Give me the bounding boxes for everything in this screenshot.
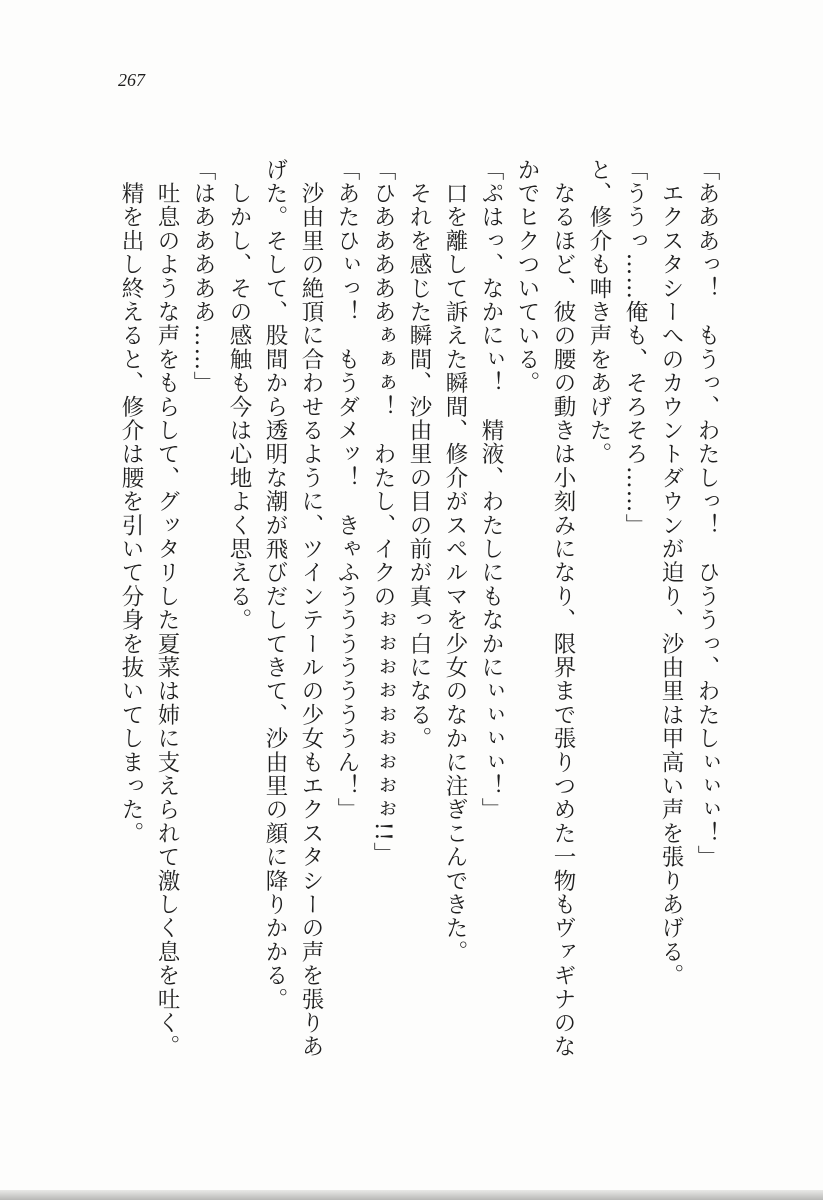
text-line: 「はあああああ……」 bbox=[190, 158, 216, 395]
text-line: 「ううっ……俺も、そろそろ……」 bbox=[622, 158, 648, 538]
text-line: 沙由里の絶頂に合わせるように、ツインテールの少女もエクスタシーの声を張りあ bbox=[298, 158, 324, 1059]
text-line: げた。そして、股間から透明な潮が飛びだしてきて、沙由里の顔に降りかかる。 bbox=[262, 158, 288, 1012]
text-line: 口を離して訴えた瞬間、修介がスペルマを少女のなかに注ぎこんできた。 bbox=[442, 158, 468, 964]
text-line: なるほど、彼の腰の動きは小刻みになり、限界まで張りつめた一物もヴァギナのな bbox=[550, 158, 576, 1059]
page-number: 267 bbox=[118, 70, 145, 90]
text-line: それを感じた瞬間、沙由里の目の前が真っ白になる。 bbox=[406, 158, 432, 751]
text-line: しかし、その感触も今は心地よく思える。 bbox=[226, 158, 252, 632]
text-line: エクスタシーへのカウントダウンが迫り、沙由里は甲高い声を張りあげる。 bbox=[658, 158, 684, 988]
text-line: 「ひあああああぁぁぁ！ わたし、イクのぉぉぉぉぉぉぉぉぉ!!」 bbox=[370, 158, 396, 866]
text-line: 「あああっ！ もうっ、わたしっ！ ひううっ、わたしぃぃぃ！」 bbox=[694, 158, 720, 869]
text-line: 精を出し終えると、修介は腰を引いて分身を抜いてしまった。 bbox=[118, 158, 144, 846]
page-bottom-edge bbox=[0, 1190, 823, 1200]
text-line: 吐息のような声をもらして、グッタリした夏菜は姉に支えられて激しく息を吐く。 bbox=[154, 158, 180, 1059]
text-line: 「あたひぃっ！ もうダメッ！ きゃふうううううううん！」 bbox=[334, 158, 360, 822]
text-line: 「ぷはっ、なかにぃ！ 精液、わたしにもなかにぃぃぃぃ！」 bbox=[478, 158, 504, 822]
text-line: かでヒクついている。 bbox=[514, 158, 540, 395]
text-line: と、修介も呻き声をあげた。 bbox=[586, 158, 612, 467]
